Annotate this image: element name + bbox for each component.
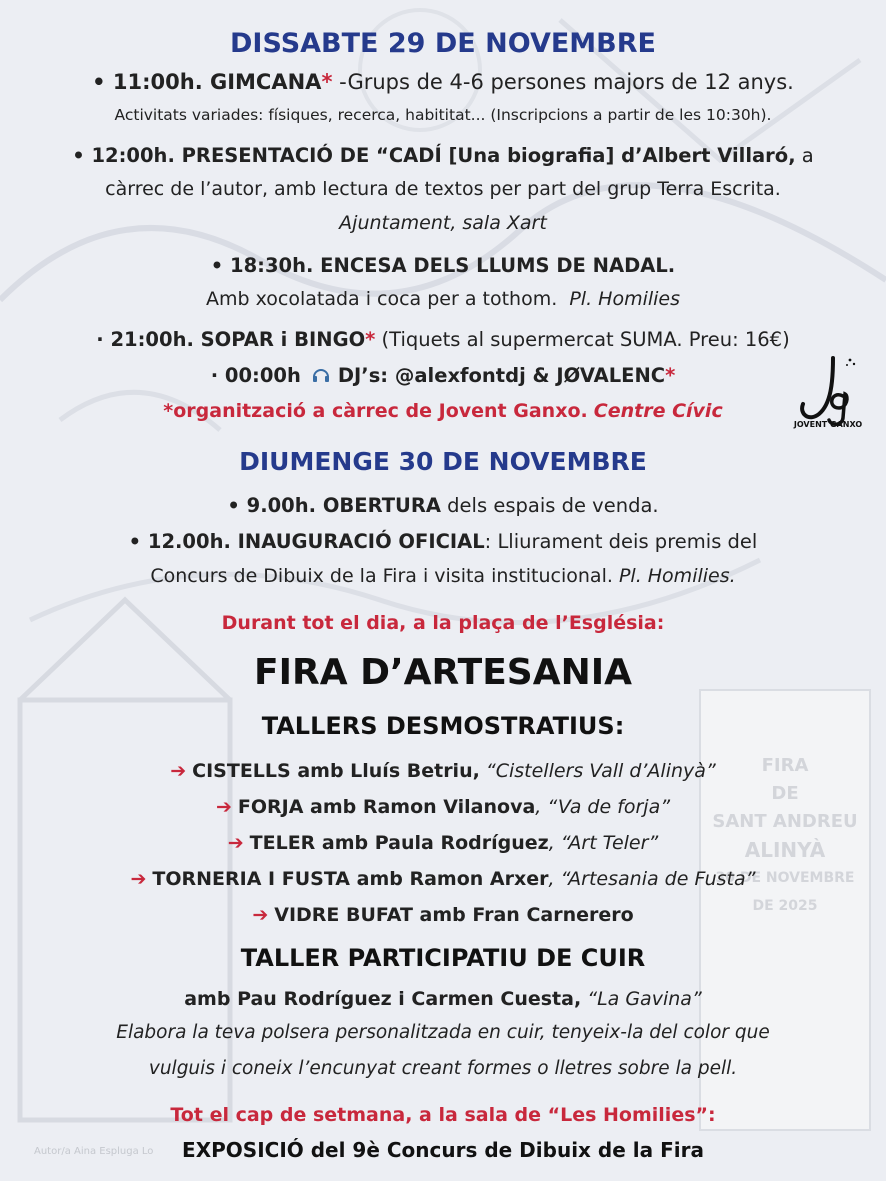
arrow-right-icon: ➔ — [227, 832, 244, 854]
workshop-name: , “Art Teler” — [548, 832, 659, 854]
workshop-name: “Cistellers Vall d’Alinyà” — [479, 760, 716, 782]
workshop-bold: TELER amb Paula Rodríguez — [249, 832, 549, 854]
presentacio-text: a — [795, 144, 814, 167]
leather-desc-line1 — [0, 1022, 886, 1043]
llums-line2 — [0, 288, 886, 310]
weekend-intro — [0, 1104, 886, 1126]
poster-line3: SANT ANDREU — [712, 811, 858, 832]
workshop-name: , “Artesania de Fusta” — [548, 868, 756, 890]
workshops-title: TALLERS DESMOSTRATIUS: — [261, 712, 625, 740]
djs-names: DJ’s: @alexfontdj & JØVALENC — [331, 364, 666, 387]
weekend-intro-text: Tot el cap de setmana, a la sala de “Les Homilies”: — [170, 1104, 716, 1126]
inauguracio-line2-text: Concurs de Dibuix de la Fira i visita institucional. — [150, 565, 613, 587]
poster-line6: DE 2025 — [752, 898, 818, 914]
saturday-item-presentacio — [0, 144, 886, 167]
arrow-right-icon: ➔ — [170, 760, 187, 782]
presentacio-title: • 12:00h. PRESENTACIÓ DE “CADÍ [Una biografia] d’Albert Villaró, — [72, 144, 796, 167]
headphones-icon — [311, 365, 331, 385]
llums-text: Amb xocolatada i coca per a tothom. — [205, 288, 558, 310]
arrow-right-icon: ➔ — [215, 796, 232, 818]
workshop-item — [0, 868, 886, 890]
fair-intro — [0, 612, 886, 634]
leather-by — [0, 988, 886, 1010]
gimcana-detail: Activitats variades: físiques, recerca, habititat... (Inscripcions a partir de les 10:30h). — [114, 106, 772, 124]
fair-title: FIRA D’ARTESANIA — [254, 652, 632, 693]
arrow-right-icon: ➔ — [252, 904, 269, 926]
sopar-text: (Tiquets al supermercat SUMA. Preu: 16€) — [375, 328, 790, 351]
sunday-item-obertura — [0, 494, 886, 517]
exhibition: EXPOSICIÓ del 9è Concurs de Dibuix de la Fira — [182, 1138, 704, 1162]
workshop-item — [0, 796, 886, 818]
workshop-bold: CISTELLS amb Lluís Betriu, — [192, 760, 480, 782]
leather-desc1: Elabora la teva polsera personalitzada en cuir, tenyeix-la del color que — [116, 1022, 770, 1043]
organization-note — [0, 400, 886, 422]
workshop-item — [0, 760, 886, 782]
workshop-bold: FORJA amb Ramon Vilanova — [237, 796, 536, 818]
llums-title: • 18:30h. ENCESA DELS LLUMS DE NADAL. — [210, 254, 676, 277]
djs-star: * — [665, 364, 676, 387]
logo-label: JOVENT GANXO — [793, 420, 863, 429]
presentacio-place — [0, 212, 886, 234]
sopar-star: * — [365, 328, 376, 351]
obertura-title: • 9.00h. OBERTURA — [227, 494, 441, 517]
workshop-item — [0, 904, 886, 926]
leather-desc2: vulguis i coneix l’encunyat creant formes o lletres sobre la pell. — [148, 1058, 738, 1079]
gimcana-time: • 11:00h. GIMCANA — [92, 70, 322, 94]
obertura-text: dels espais de venda. — [440, 494, 659, 517]
workshop-bold: TORNERIA I FUSTA amb Ramon Arxer — [152, 868, 549, 890]
poster-line4: ALINYÀ — [744, 838, 826, 862]
workshop-bold: VIDRE BUFAT amb Fran Carnerero — [274, 904, 634, 926]
workshop-item — [0, 832, 886, 854]
saturday-item-djs — [0, 364, 886, 387]
poster-line5: 30 DE NOVEMBRE — [715, 870, 855, 886]
sunday-item-inauguracio — [0, 530, 886, 553]
saturday-item-gimcana — [0, 70, 886, 94]
leather-desc-line2 — [0, 1058, 886, 1079]
inauguracio-title: • 12.00h. INAUGURACIÓ OFICIAL — [128, 530, 485, 553]
organization-note-place: Centre Cívic — [593, 400, 723, 422]
workshop-name: , “Va de forja” — [535, 796, 671, 818]
leather-name: “La Gavina” — [581, 988, 702, 1010]
organization-note-text: *organització a càrrec de Jovent Ganxo. — [163, 400, 588, 422]
poster-line2: DE — [771, 783, 799, 804]
presentacio-place-text: Ajuntament, sala Xart — [339, 212, 547, 234]
arrow-right-icon: ➔ — [130, 868, 147, 890]
djs-time: · 00:00h — [210, 364, 301, 387]
presentacio-line2: càrrec de l’autor, amb lectura de textos per part del grup Terra Escrita. — [105, 178, 781, 200]
inauguracio-line2 — [0, 565, 886, 587]
saturday-heading: DISSABTE 29 DE NOVEMBRE — [230, 28, 656, 59]
poster-line1: FIRA — [761, 755, 809, 776]
poster-credit: Autor/a Aina Espluga Lo — [34, 1146, 154, 1157]
saturday-item-sopar — [0, 328, 886, 351]
sopar-title: · 21:00h. SOPAR i BINGO — [96, 328, 366, 351]
inauguracio-place: Pl. Homilies. — [618, 565, 736, 587]
inauguracio-text: : Lliurament deis premis del — [484, 530, 758, 553]
fair-intro-text: Durant tot el dia, a la plaça de l’Església: — [221, 612, 665, 634]
gimcana-star: * — [321, 70, 333, 94]
leather-by-text: amb Pau Rodríguez i Carmen Cuesta, — [184, 988, 582, 1010]
leather-title: TALLER PARTICIPATIU DE CUIR — [240, 944, 646, 972]
saturday-item-llums — [0, 254, 886, 277]
llums-place: Pl. Homilies — [569, 288, 681, 310]
sunday-heading: DIUMENGE 30 DE NOVEMBRE — [239, 447, 647, 476]
jovent-ganxo-logo — [793, 352, 863, 432]
gimcana-text: -Grups de 4-6 persones majors de 12 anys. — [332, 70, 794, 94]
